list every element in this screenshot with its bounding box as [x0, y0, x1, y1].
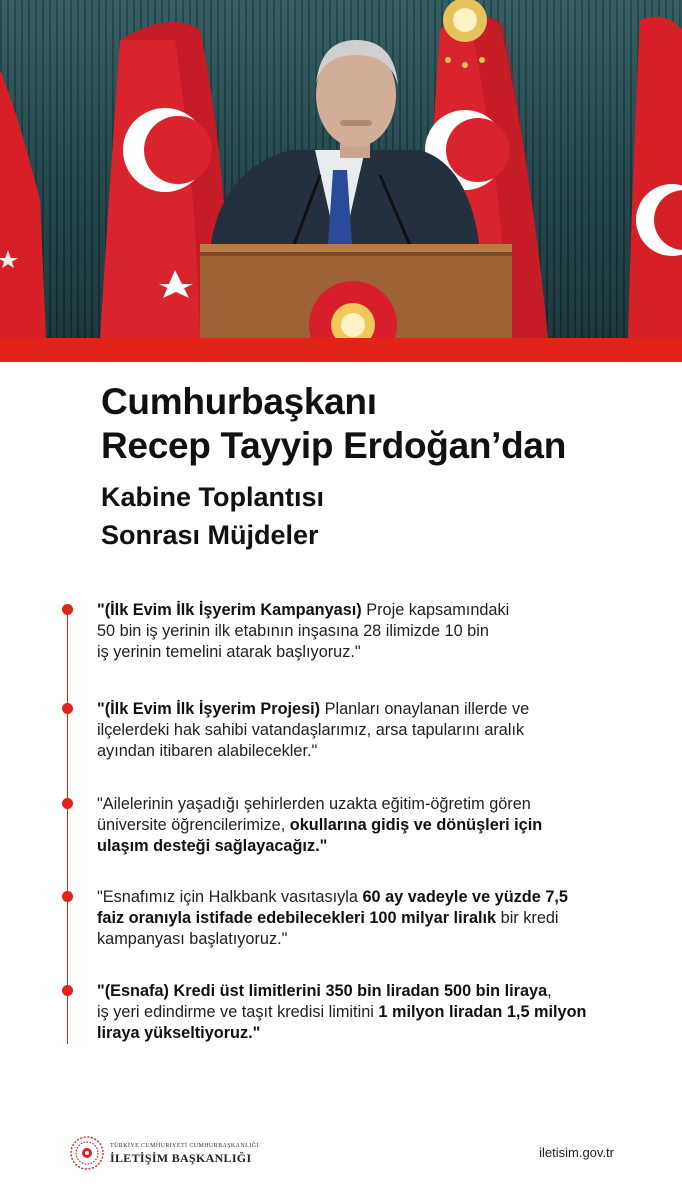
news-item-2-text: [97, 699, 637, 762]
red-band: [0, 338, 682, 362]
body-text: , iş yeri edindirme ve taşıt kredisi limitini: [97, 982, 552, 1021]
bullet-icon: [62, 798, 73, 809]
body-text: "Ailelerinin yaşadığı şehirlerden uzakta eğitim-öğretim gören üniversite öğrencilerimize,: [97, 795, 531, 834]
bullet-icon: [62, 604, 73, 615]
highlight-text: okullarına gidiş ve dönüşleri için ulaşım desteği sağlayacağız.": [97, 816, 543, 855]
subtitle-line-1: Kabine Toplantısı: [101, 482, 325, 512]
highlight-text: 60 ay vadeyle ve yüzde 7,5 faiz oranıyla istifade edebilecekleri 100 milyar liralık: [97, 888, 568, 927]
bullet-icon: [62, 703, 73, 714]
news-item-3-text: [97, 794, 637, 857]
highlight-text: "(İlk Evim İlk İşyerim Kampanyası): [97, 601, 362, 619]
body-text: bir kredi kampanyası başlatıyoruz.": [97, 909, 559, 948]
timeline-line: [67, 612, 68, 1044]
news-item-4-text: [97, 887, 637, 950]
header-photo-illustration: [0, 0, 682, 338]
page-title: [101, 380, 566, 468]
news-item-3: [97, 794, 637, 857]
news-item-2: [97, 699, 637, 762]
highlight-text: "(Esnafa) Kredi üst limitlerini 350 bin liradan 500 bin liraya: [97, 982, 548, 1000]
subtitle-line-2: Sonrası Müjdeler: [101, 520, 319, 550]
news-item-5: [97, 981, 637, 1044]
news-item-1-text: [97, 600, 637, 663]
body-text: Planları onaylanan illerde ve ilçelerdeki hak sahibi vatandaşlarımız, arsa tapularını aralık ayından itibaren alabilecekler.": [97, 700, 530, 760]
presidential-seal-icon: [70, 1136, 104, 1170]
header-photo: [0, 0, 682, 338]
page-subtitle: [101, 478, 324, 554]
footer-url[interactable]: iletisim.gov.tr: [539, 1145, 614, 1160]
footer-org-name: İLETİŞİM BAŞKANLIĞI: [110, 1151, 252, 1165]
body-text: "Esnafımız için Halkbank vasıtasıyla: [97, 888, 363, 906]
footer-org-small: TÜRKİYE CUMHURİYETİ CUMHURBAŞKANLIĞI: [110, 1143, 259, 1149]
news-item-4: [97, 887, 637, 950]
news-item-1: [97, 600, 637, 663]
highlight-text: 1 milyon liradan 1,5 milyon liraya yükseltiyoruz.": [97, 1003, 587, 1042]
highlight-text: "(İlk Evim İlk İşyerim Projesi): [97, 700, 321, 718]
news-item-5-text: [97, 981, 637, 1044]
title-line-2: Recep Tayyip Erdoğan’dan: [101, 425, 567, 466]
bullet-icon: [62, 891, 73, 902]
title-line-1: Cumhurbaşkanı: [101, 381, 377, 422]
bullet-icon: [62, 985, 73, 996]
flag-right-edge: [628, 17, 682, 338]
body-text: Proje kapsamındaki 50 bin iş yerinin ilk etabının inşasına 28 ilimizde 10 bin iş yerinin temelini atarak başlıyoruz.": [97, 601, 510, 661]
flag-left-edge: [0, 70, 46, 338]
podium: [200, 244, 512, 338]
